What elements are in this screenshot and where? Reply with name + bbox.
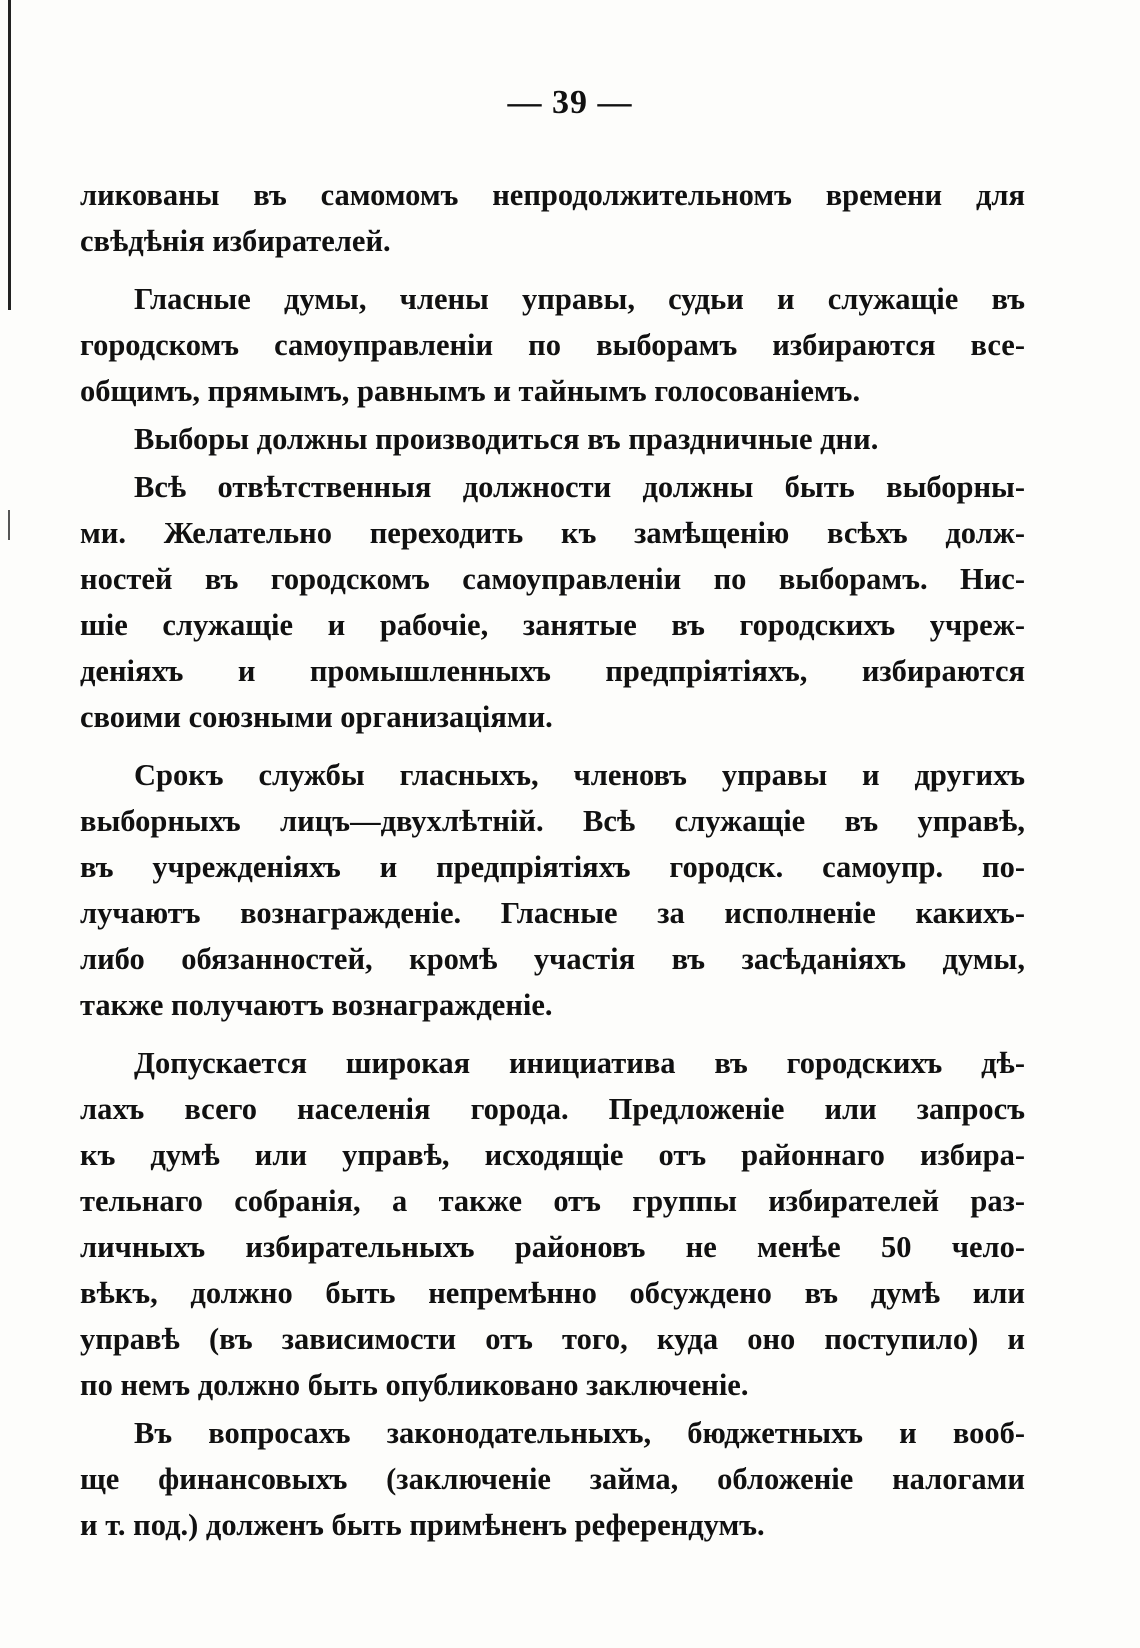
paragraph	[80, 1040, 1025, 1408]
text-line: лахъ всего населенія города. Предложеніе или запросъ	[80, 1092, 1025, 1126]
text-line: свѣдѣнія избирателей.	[80, 224, 391, 258]
text-line: Выборы должны производиться въ праздничные дни.	[134, 422, 879, 456]
paragraph	[80, 464, 1025, 740]
text-line: лучаютъ вознагражденіе. Гласные за исполненіе какихъ-	[80, 896, 1025, 930]
paragraph	[80, 1410, 1025, 1548]
text-line: выборныхъ лицъ—двухлѣтній. Всѣ служащіе въ управѣ,	[80, 804, 1025, 838]
text-line: либо обязанностей, кромѣ участія въ засѣданіяхъ думы,	[80, 942, 1025, 976]
text-line: Въ вопросахъ законодательныхъ, бюджетныхъ и вооб-	[134, 1416, 1025, 1450]
text-line: и т. под.) долженъ быть примѣненъ референдумъ.	[80, 1508, 765, 1542]
text-line: ностей въ городскомъ самоуправленіи по выборамъ. Нис-	[80, 562, 1025, 596]
paragraph	[80, 752, 1025, 1028]
body-text	[80, 172, 1025, 1548]
text-line: управѣ (въ зависимости отъ того, куда оно поступило) и	[80, 1322, 1025, 1356]
paragraph	[80, 416, 1025, 462]
text-line: вѣкъ, должно быть непремѣнно обсуждено въ думѣ или	[80, 1276, 1025, 1310]
text-line: также получаютъ вознагражденіе.	[80, 988, 553, 1022]
text-line: деніяхъ и промышленныхъ предпріятіяхъ, избираются	[80, 654, 1025, 688]
text-line: по немъ должно быть опубликовано заключеніе.	[80, 1368, 749, 1402]
text-line: ми. Желательно переходить къ замѣщенію всѣхъ долж-	[80, 516, 1025, 550]
text-line: тельнаго собранія, а также отъ группы избирателей раз-	[80, 1184, 1025, 1218]
text-line: своими союзными организаціями.	[80, 700, 553, 734]
text-line: ликованы въ самомомъ непродолжительномъ времени для	[80, 178, 1025, 212]
text-line: шіе служащіе и рабочіе, занятые въ городскихъ учреж-	[80, 608, 1025, 642]
binding-edge	[8, 0, 11, 310]
page-number: — 39 —	[507, 84, 633, 121]
text-line: Всѣ отвѣтственныя должности должны быть выборны-	[134, 470, 1025, 504]
paragraph	[80, 172, 1025, 264]
text-line: Срокъ службы гласныхъ, членовъ управы и другихъ	[134, 758, 1025, 792]
text-line: Гласные думы, члены управы, судьи и служащіе въ	[134, 282, 1025, 316]
text-line: городскомъ самоуправленіи по выборамъ избираются все-	[80, 328, 1025, 362]
text-line: къ думѣ или управѣ, исходящіе отъ районнаго избира-	[80, 1138, 1025, 1172]
text-line: личныхъ избирательныхъ районовъ не менѣе 50 чело-	[80, 1230, 1025, 1264]
paragraph	[80, 276, 1025, 414]
text-line: Допускается широкая инициатива въ городскихъ дѣ-	[134, 1046, 1025, 1080]
text-line: ще финансовыхъ (заключеніе займа, обложеніе налогами	[80, 1462, 1025, 1496]
text-line: общимъ, прямымъ, равнымъ и тайнымъ голосованіемъ.	[80, 374, 861, 408]
binding-edge-mark	[8, 510, 10, 540]
text-line: въ учрежденіяхъ и предпріятіяхъ городск. самоупр. по-	[80, 850, 1025, 884]
